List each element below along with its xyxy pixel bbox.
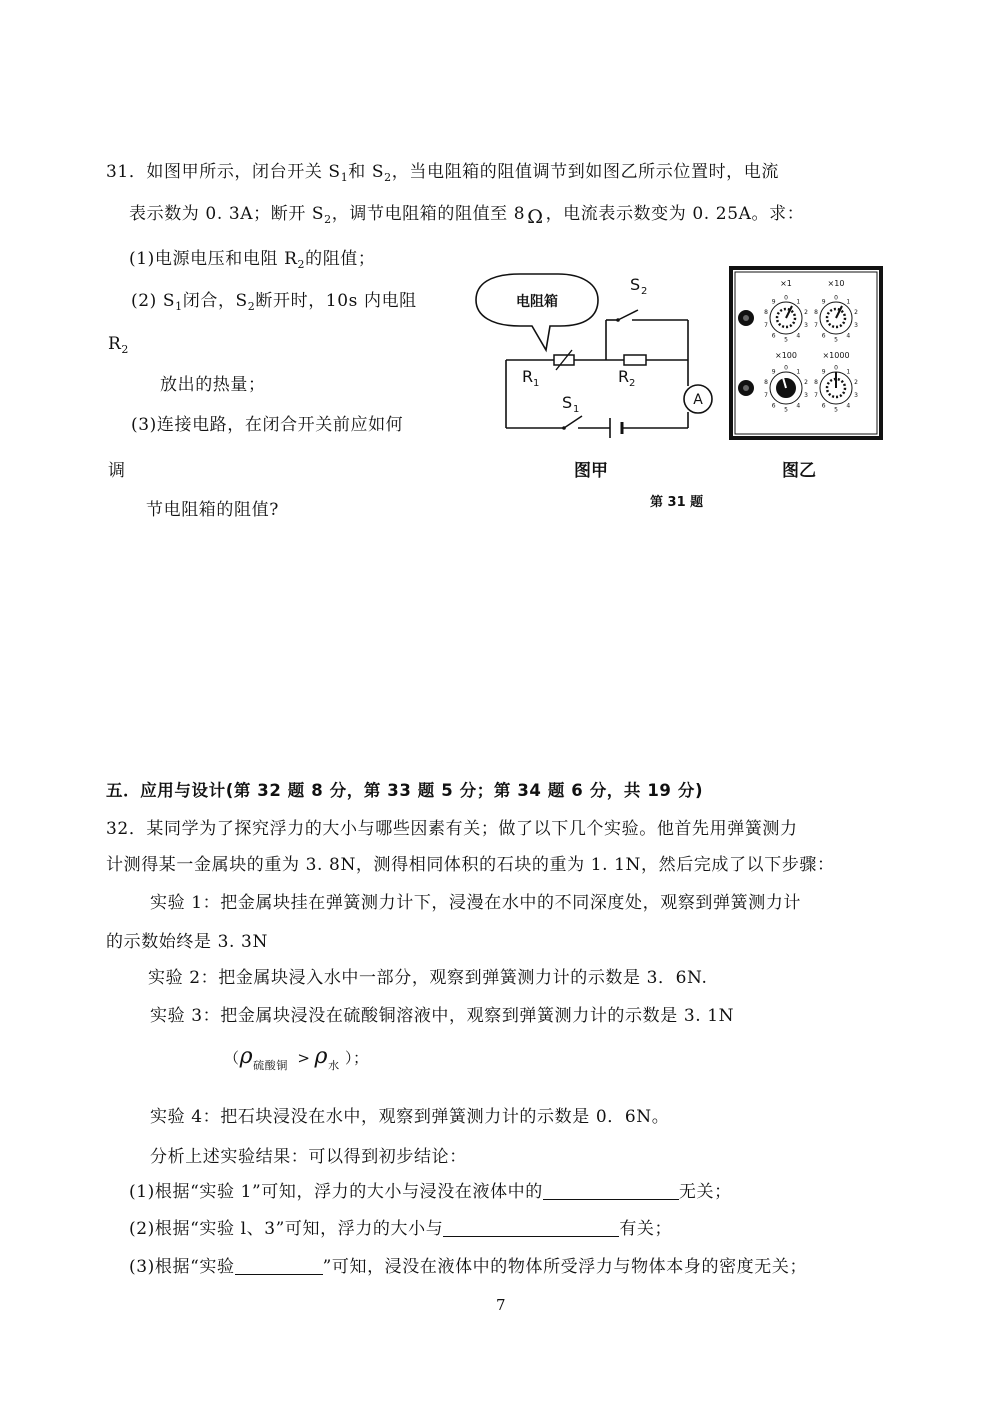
dial-digit: 7 — [764, 322, 768, 329]
q32-exp-3: 实验 3：把金属块浸没在硫酸铜溶液中，观察到弹簧测力计的示数是 3. 1N — [150, 1006, 735, 1026]
dial-label-x100: ×100 — [775, 351, 797, 360]
resistance-box — [731, 268, 881, 438]
dial-digit: 5 — [784, 336, 788, 344]
q32-line-1: 32．某同学为了探究浮力的大小与哪些因素有关；做了以下几个实验。他首先用弹簧测力 — [106, 819, 798, 839]
resistance-box-callout — [476, 274, 598, 350]
r2-label: R — [618, 367, 630, 386]
answer-blank-1[interactable] — [543, 1181, 679, 1200]
q32-exp-2: 实验 2：把金属块浸入水中一部分，观察到弹簧测力计的示数是 3．6N. — [148, 968, 708, 988]
s1-label: S — [562, 393, 573, 412]
ammeter-label: A — [693, 392, 703, 408]
dial-digit: 6 — [771, 332, 776, 340]
r1-label: R — [522, 367, 534, 386]
q32-analysis: 分析上述实验结果：可以得到初步结论： — [150, 1147, 467, 1167]
caption-jia: 图甲 — [574, 461, 608, 481]
dial-label-x1000: ×1000 — [822, 351, 850, 360]
r2-resistor-symbol — [624, 355, 646, 365]
dial-digit: 6 — [821, 402, 826, 410]
answer-blank-3[interactable] — [235, 1256, 323, 1275]
dial-digit: 7 — [764, 392, 768, 399]
dial-digit: 7 — [814, 322, 818, 329]
dial-digit: 1 — [796, 298, 801, 306]
r1-variable-arrow — [556, 350, 572, 370]
q32-exp-4: 实验 4：把石块浸没在水中，观察到弹簧测力计的示数是 0．6N。 — [150, 1107, 670, 1127]
dial-digit: 9 — [821, 368, 826, 376]
dial-digit: 1 — [846, 368, 851, 376]
dial-x10 — [820, 302, 852, 334]
dial-label-x10: ×10 — [827, 279, 845, 288]
dial-digit: 2 — [854, 309, 858, 316]
q31-part-1: (1)电源电压和电阻 $R_2$的阻值； — [129, 249, 376, 271]
caption-yi: 图乙 — [782, 461, 816, 481]
dial-digit: 8 — [764, 309, 768, 316]
dial-digit: 3 — [804, 392, 808, 399]
dial-digit: 9 — [771, 368, 776, 376]
circuit-diagram — [506, 320, 688, 428]
dial-label-x1: ×1 — [780, 279, 792, 288]
dial-digit: 3 — [854, 322, 858, 329]
s2-switch-symbol — [618, 310, 638, 320]
svg-text:1: 1 — [573, 404, 580, 415]
q32-conclusion-1: (1)根据“实验 1”可知，浮力的大小与浸没在液体中的 无关； — [129, 1182, 732, 1202]
dial-digit: 4 — [846, 402, 851, 410]
page-number: 7 — [496, 1296, 507, 1314]
s1-switch-symbol — [564, 416, 582, 428]
dial-digit: 2 — [804, 309, 808, 316]
dial-digit: 8 — [814, 309, 818, 316]
dial-digit: 1 — [846, 298, 851, 306]
dial-digit: 8 — [814, 379, 818, 386]
dial-digit: 2 — [804, 379, 808, 386]
q31-part-2: (2) $S_1$闭合，$S_2$断开时，10s 内电阻 — [131, 291, 417, 313]
figure-31 — [470, 262, 890, 522]
q31-part-2-cont: $R_2$ — [108, 334, 130, 356]
dial-digit: 4 — [796, 402, 801, 410]
q31-line-1: 31．如图甲所示，闭台开关 $S_1$和 $S_2$，当电阻箱的阻值调节到如图乙所示位置时，电流 — [106, 162, 779, 184]
dial-digit: 1 — [796, 368, 801, 376]
q31-part-3-end: 节电阻箱的阻值? — [146, 500, 279, 520]
callout-text: 电阻箱 — [516, 294, 558, 310]
dial-digit: 6 — [771, 402, 776, 410]
q32-exp-1a: 实验 1：把金属块挂在弹簧测力计下，浸漫在水中的不同深度处，观察到弹簧测力计 — [150, 893, 802, 913]
dial-digit: 9 — [821, 298, 826, 306]
dial-x1 — [770, 302, 802, 334]
dial-digit: 9 — [771, 298, 776, 306]
s2-label: S — [630, 275, 641, 294]
dial-digit: 5 — [784, 406, 788, 414]
svg-text:2: 2 — [641, 286, 648, 297]
q32-conclusion-3: (3)根据“实验 ”可知，浸没在液体中的物体所受浮力与物体本身的密度无关； — [129, 1257, 808, 1277]
q32-density-relation: （$\rho_{硫酸铜} > \rho_水$ ）； — [224, 1044, 369, 1072]
answer-blank-2[interactable] — [443, 1218, 619, 1237]
caption-main: 第 31 题 — [650, 495, 704, 510]
dial-x100 — [770, 372, 802, 404]
dial-digit: 3 — [854, 392, 858, 399]
dial-digit: 0 — [834, 294, 838, 302]
dial-digit: 4 — [796, 332, 801, 340]
omega-symbol: Ω — [527, 206, 544, 228]
dial-digit: 5 — [834, 336, 838, 344]
dial-digit: 0 — [784, 364, 788, 372]
dial-digit: 2 — [854, 379, 858, 386]
dial-digit: 4 — [846, 332, 851, 340]
dial-x1000 — [820, 372, 852, 404]
q31-part-3-cont: 调 — [108, 461, 126, 481]
q31-part-2-end: 放出的热量； — [160, 375, 266, 395]
q32-conclusion-2: (2)根据“实验 l、3”可知，浮力的大小与 有关； — [129, 1219, 673, 1239]
dial-digit: 8 — [764, 379, 768, 386]
dial-digit: 3 — [804, 322, 808, 329]
svg-text:2: 2 — [629, 378, 636, 389]
dial-digit: 5 — [834, 406, 838, 414]
section-5-title: 五．应用与设计(第 32 题 8 分，第 33 题 5 分；第 34 题 6 分，共 19 分) — [106, 781, 704, 800]
q32-exp-1b: 的示数始终是 3. 3N — [106, 932, 268, 952]
q31-line-2: 表示数为 0. 3A；断开 $S_2$，调节电阻箱的阻值至 8 Ω ，电流表示数变为 0. 25A。求： — [129, 204, 805, 228]
dial-digit: 0 — [784, 294, 788, 302]
q32-line-2: 计测得某一金属块的重为 3. 8N，测得相同体积的石块的重为 1. 1N，然后完成了以下步骤： — [106, 855, 835, 875]
dial-digit: 0 — [834, 364, 838, 372]
dial-digit: 6 — [821, 332, 826, 340]
q31-part-3: (3)连接电路，在闭合开关前应如何 — [131, 415, 404, 435]
svg-text:1: 1 — [533, 378, 540, 389]
dial-digit: 7 — [814, 392, 818, 399]
